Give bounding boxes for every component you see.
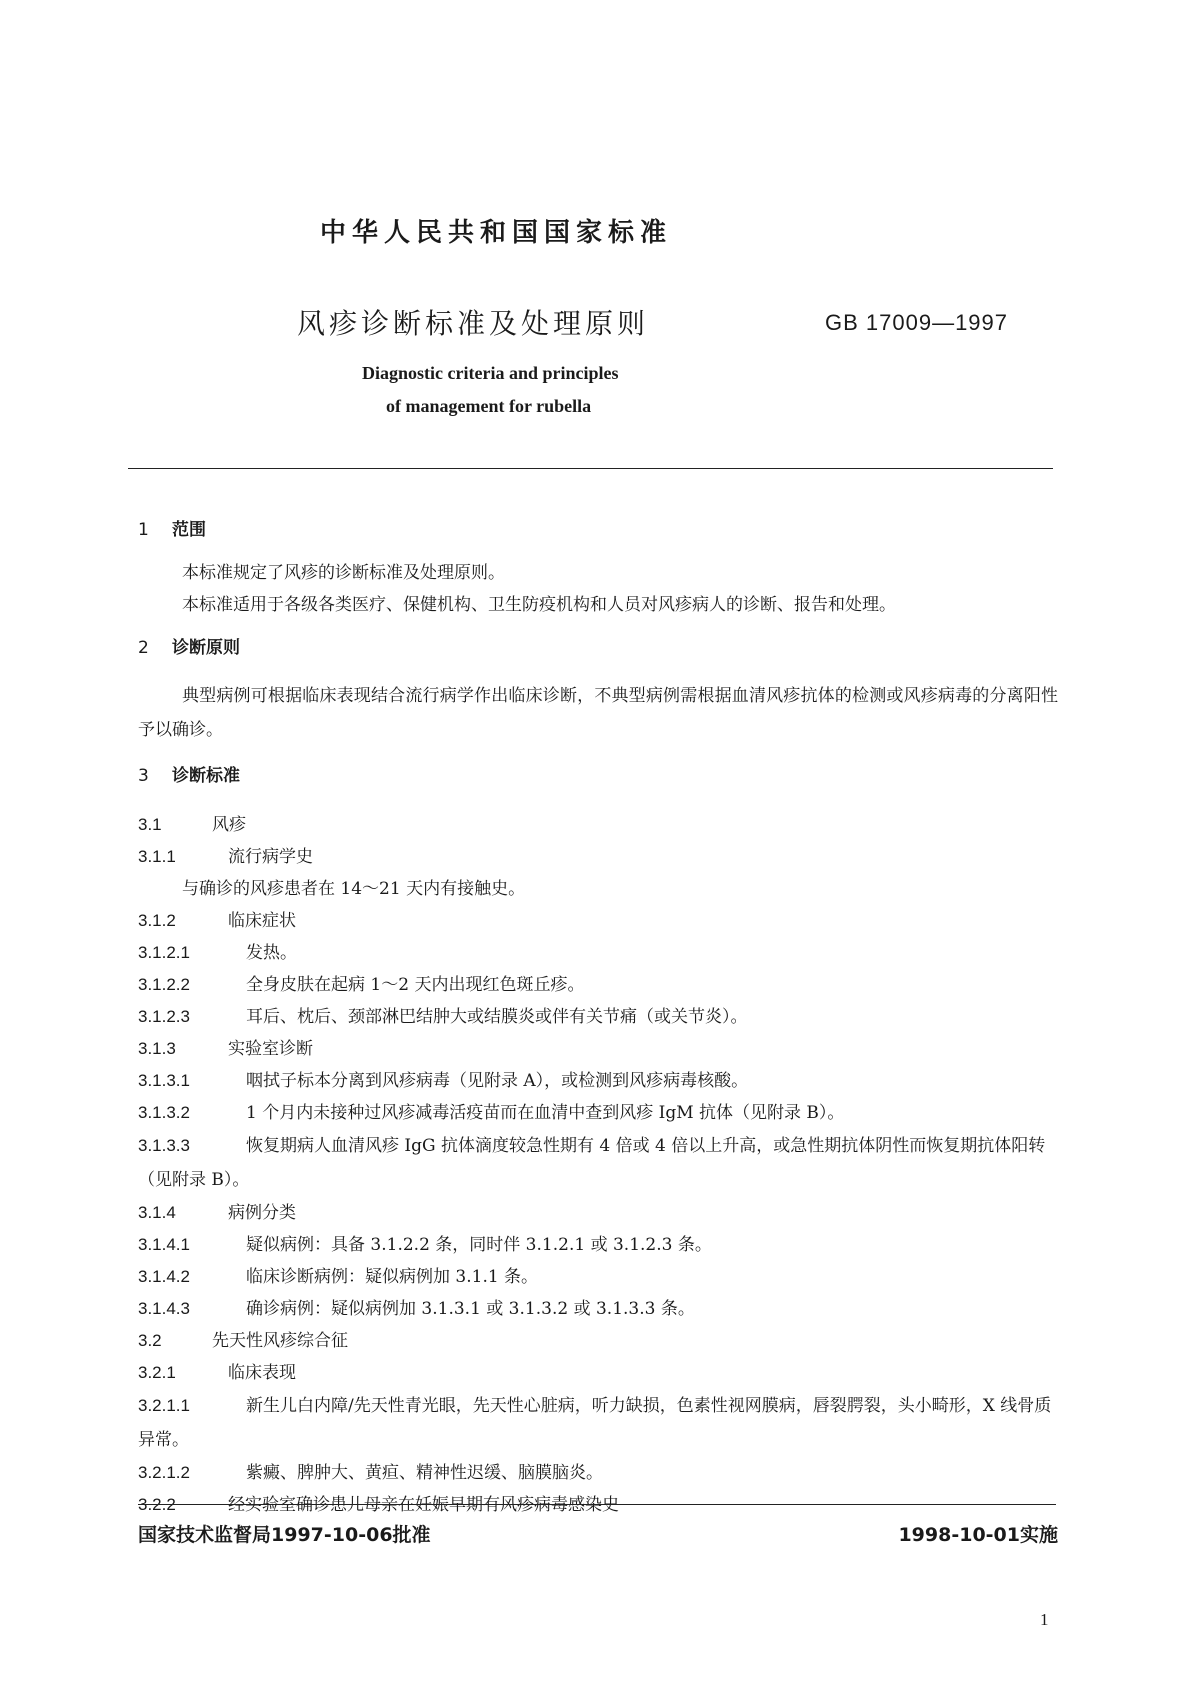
clause-text: 病例分类 <box>228 1203 296 1223</box>
section-number: 2 <box>138 638 149 658</box>
clause-number: 3.1.2 <box>138 911 176 930</box>
clause-text: 与确诊的风疹患者在 14～21 天内有接触史。 <box>182 879 526 899</box>
clause-item <box>138 1033 1058 1065</box>
clause-number: 3.1.4.1 <box>138 1235 190 1254</box>
clause-text: 实验室诊断 <box>228 1039 313 1059</box>
clause-text: 1 个月内未接种过风疹减毒活疫苗而在血清中查到风疹 IgM 抗体（见附录 B）。 <box>246 1103 845 1123</box>
clause-number: 3.1.4.2 <box>138 1267 190 1286</box>
document-title-en-line2: of management for rubella <box>386 396 592 416</box>
clause-number: 3.2.1.1 <box>138 1396 190 1415</box>
clause-item <box>138 1129 1058 1197</box>
approval-statement: 国家技术监督局1997-10-06批准 <box>138 1524 431 1546</box>
clause-text: 临床诊断病例：疑似病例加 3.1.1 条。 <box>246 1267 539 1287</box>
clause-item <box>138 937 1058 969</box>
document-title-en-line1: Diagnostic criteria and principles <box>362 363 619 383</box>
clause-text: 流行病学史 <box>228 847 313 867</box>
clause-number: 3.1.2.3 <box>138 1007 190 1026</box>
clause-item <box>138 809 1058 841</box>
clause-item <box>138 873 1058 905</box>
document-body <box>138 515 1058 1521</box>
header-divider <box>128 468 1053 469</box>
clause-number: 3.1.2.1 <box>138 943 190 962</box>
clause-text: 全身皮肤在起病 1～2 天内出现红色斑丘疹。 <box>246 975 585 995</box>
document-title-cn: 风疹诊断标准及处理原则 <box>297 307 650 340</box>
clause-item <box>138 841 1058 873</box>
clause-item <box>138 1389 1058 1457</box>
clause-text: 先天性风疹综合征 <box>212 1331 348 1351</box>
clause-item <box>138 1261 1058 1293</box>
clause-item <box>138 1001 1058 1033</box>
clause-item <box>138 1229 1058 1261</box>
standard-code: GB 17009—1997 <box>825 310 1009 335</box>
clause-number: 3.2 <box>138 1331 162 1350</box>
clause-number: 3.1.3.1 <box>138 1071 190 1090</box>
clause-text: 确诊病例：疑似病例加 3.1.3.1 或 3.1.3.2 或 3.1.3.3 条。 <box>246 1299 695 1319</box>
clause-text: 发热。 <box>246 943 297 963</box>
clause-text: 紫癜、脾肿大、黄疸、精神性迟缓、脑膜脑炎。 <box>246 1463 603 1483</box>
section-title: 诊断原则 <box>172 638 240 658</box>
clause-number: 3.1.3.2 <box>138 1103 190 1122</box>
clause-text: 耳后、枕后、颈部淋巴结肿大或结膜炎或伴有关节痛（或关节炎）。 <box>246 1007 748 1027</box>
clause-item <box>138 969 1058 1001</box>
clause-text: 咽拭子标本分离到风疹病毒（见附录 A），或检测到风疹病毒核酸。 <box>246 1071 749 1091</box>
clause-item <box>138 1065 1058 1097</box>
section-number: 3 <box>138 766 149 786</box>
clause-number: 3.2.1.2 <box>138 1463 190 1482</box>
clause-number: 3.1.2.2 <box>138 975 190 994</box>
paragraph: 本标准规定了风疹的诊断标准及处理原则。 <box>182 563 505 583</box>
clause-item <box>138 905 1058 937</box>
clause-item <box>138 1197 1058 1229</box>
clause-text: 恢复期病人血清风疹 IgG 抗体滴度较急性期有 4 倍或 4 倍以上升高，或急性期抗体阴性而恢复期抗体阳转（见附录 B）。 <box>138 1136 1046 1190</box>
clause-number: 3.2.2 <box>138 1495 176 1514</box>
clause-number: 3.1.1 <box>138 847 176 866</box>
clause-item <box>138 1489 1058 1521</box>
clause-number: 3.1.3 <box>138 1039 176 1058</box>
section-heading-scope <box>138 515 1058 545</box>
clause-text: 临床症状 <box>228 911 296 931</box>
standard-type-heading: 中华人民共和国国家标准 <box>320 218 673 248</box>
clause-text: 风疹 <box>212 815 246 835</box>
effective-date: 1998-10-01实施 <box>898 1524 1058 1546</box>
clause-number: 3.1.3.3 <box>138 1136 190 1155</box>
clause-item <box>138 1325 1058 1357</box>
clause-text: 临床表现 <box>228 1363 296 1383</box>
section-number: 1 <box>138 520 149 540</box>
clause-number: 3.2.1 <box>138 1363 176 1382</box>
clause-text: 经实验室确诊患儿母亲在妊娠早期有风疹病毒感染史 <box>228 1495 619 1515</box>
footer-divider <box>138 1504 1056 1505</box>
paragraph: 典型病例可根据临床表现结合流行病学作出临床诊断，不典型病例需根据血清风疹抗体的检测或风疹病毒的分离阳性予以确诊。 <box>138 686 1058 740</box>
section-heading-criteria <box>138 761 1058 791</box>
clause-item <box>138 1357 1058 1389</box>
clause-number: 3.1.4 <box>138 1203 176 1222</box>
section-title: 范围 <box>172 520 206 540</box>
clause-item <box>138 1097 1058 1129</box>
clause-item <box>138 1457 1058 1489</box>
clause-text: 新生儿白内障/先天性青光眼，先天性心脏病，听力缺损，色素性视网膜病，唇裂腭裂，头小畸形，X 线骨质异常。 <box>138 1396 1052 1450</box>
clause-text: 疑似病例：具备 3.1.2.2 条，同时伴 3.1.2.1 或 3.1.2.3 条。 <box>246 1235 712 1255</box>
clause-item <box>138 1293 1058 1325</box>
paragraph: 本标准适用于各级各类医疗、保健机构、卫生防疫机构和人员对风疹病人的诊断、报告和处理。 <box>182 595 896 615</box>
clause-number: 3.1 <box>138 815 162 834</box>
clause-number: 3.1.4.3 <box>138 1299 190 1318</box>
page-number: 1 <box>1040 1610 1049 1629</box>
section-title: 诊断标准 <box>172 766 240 786</box>
section-heading-principles <box>138 633 1058 663</box>
